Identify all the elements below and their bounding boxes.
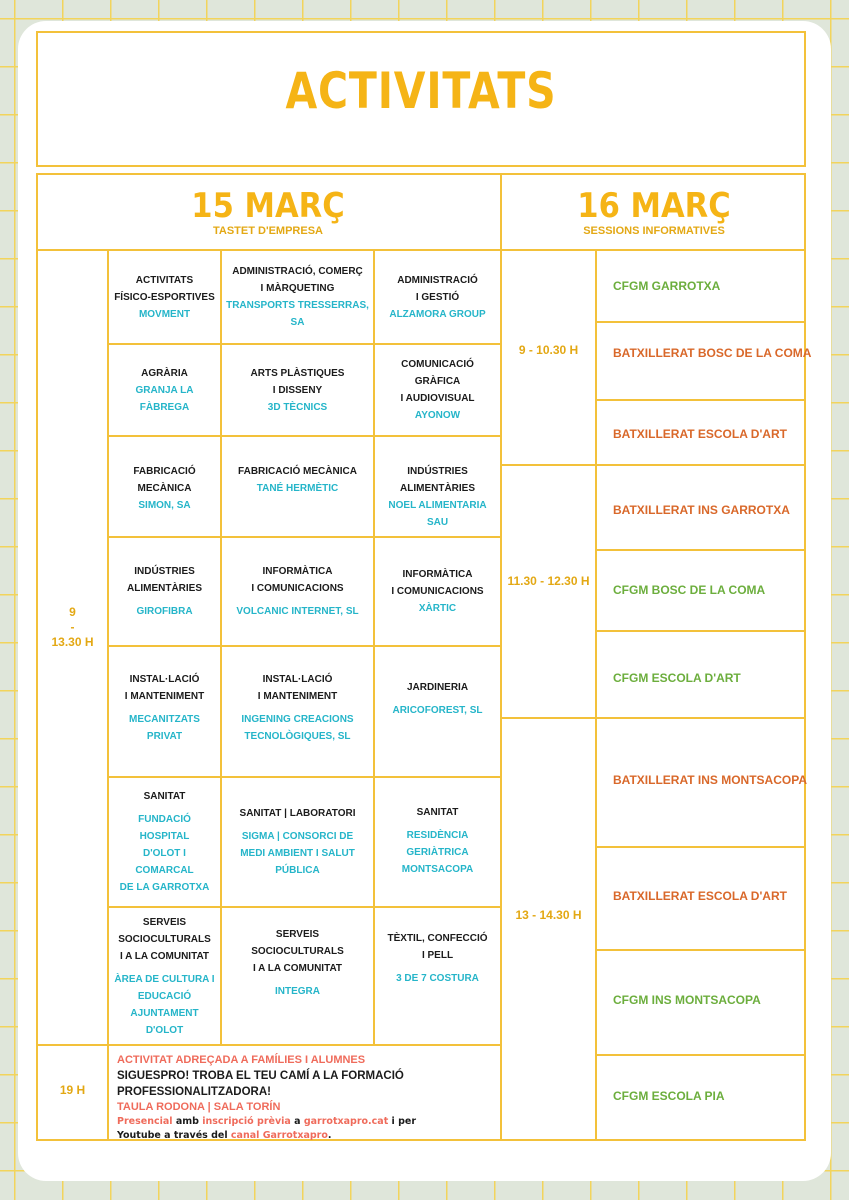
workshop-company: MOVMENT — [138, 308, 191, 320]
workshop-cell — [375, 251, 500, 343]
evening-divider — [36, 1044, 500, 1046]
day1-date: 15 MARÇ — [191, 186, 345, 226]
workshop-cell — [222, 908, 373, 1044]
workshop-category: JARDINERIA — [406, 682, 469, 693]
workshop-cell — [222, 345, 373, 435]
workshop-company: INGENING CREACIONS TECNOLÒGIQUES, SL — [241, 714, 354, 742]
session-item: CFGM ESCOLA D'ART — [613, 671, 741, 685]
website-link[interactable]: garrotxapro.cat — [303, 1116, 389, 1127]
day1-subtitle: TASTET D'EMPRESA — [213, 225, 323, 237]
workshop-category: INSTAL·LACIÓ I MANTENIMENT — [257, 674, 338, 702]
slot-time: 9 - 10.30 H — [518, 343, 579, 357]
workshop-company: XÀRTIC — [418, 603, 457, 614]
workshop-company: TANÉ HERMÈTIC — [256, 483, 339, 494]
workshop-cell — [222, 251, 373, 343]
workshop-category: INDÚSTRIES ALIMENTÀRIES — [127, 566, 202, 594]
session-item: CFGM INS MONTSACOPA — [613, 993, 761, 1007]
workshop-category: TÈXTIL, CONFECCIÓ I PELL — [387, 933, 488, 961]
session-divider — [595, 399, 806, 401]
day2-subtitle: SESSIONS INFORMATIVES — [583, 225, 725, 237]
session-item: BATXILLERAT BOSC DE LA COMA — [613, 346, 812, 360]
workshop-cell — [109, 647, 220, 776]
slot-time: 11.30 - 12.30 H — [507, 574, 590, 588]
workshop-cell — [109, 251, 220, 343]
evening-headline: SIGUESPRO! TROBA EL TEU CAMÍ A LA FORMACIÓ PROFESSIONALITZADORA! — [117, 1070, 404, 1098]
workshop-cell — [222, 647, 373, 776]
workshop-company: MECANITZATS PRIVAT — [129, 714, 200, 742]
workshop-category: INFORMÀTICA I COMUNICACIONS — [251, 566, 344, 594]
evening-details: Presencial amb inscripció prèvia a garrotxapro.cat i per Youtube a través del canal Garrotxapro. — [117, 1116, 417, 1141]
workshop-cell — [222, 778, 373, 906]
workshop-cell — [109, 908, 220, 1044]
workshop-cell — [109, 778, 220, 906]
session-item: BATXILLERAT ESCOLA D'ART — [613, 427, 787, 441]
workshop-category: FABRICACIÓ MECÀNICA — [133, 466, 196, 494]
workshop-category: ADMINISTRACIÓ, COMERÇ I MÀRQUETING — [232, 266, 363, 294]
workshop-company: NOEL ALIMENTARIA SAU — [388, 500, 487, 528]
workshop-category: SANITAT | LABORATORI — [239, 808, 356, 819]
workshop-company: RESIDÈNCIA GERIÀTRICA MONTSACOPA — [401, 830, 474, 875]
workshop-category: ACTIVITATS FÍSICO-ESPORTIVES — [114, 274, 215, 303]
page-title: ACTIVITATS — [285, 62, 557, 120]
workshop-category: SANITAT — [143, 791, 186, 802]
day-divider — [500, 173, 502, 1141]
session-item: CFGM BOSC DE LA COMA — [613, 583, 766, 597]
workshop-company: FUNDACIÓ HOSPITAL D'OLOT I COMARCAL DE LA GARROTXA — [119, 814, 210, 893]
day2-date: 16 MARÇ — [577, 186, 731, 226]
session-divider — [595, 949, 806, 951]
workshop-category: SERVEIS SOCIOCULTURALS I A LA COMUNITAT — [118, 916, 211, 962]
day1-time: 9 - 13.30 H — [51, 605, 94, 649]
evening-audience: ACTIVITAT ADREÇADA A FAMÍLIES I ALUMNES — [117, 1054, 366, 1066]
workshop-company: GIROFIBRA — [136, 606, 193, 617]
evening-time: 19 H — [59, 1083, 86, 1097]
session-divider — [595, 1054, 806, 1056]
workshop-cell — [375, 345, 500, 435]
session-item: BATXILLERAT INS GARROTXA — [613, 503, 790, 517]
workshop-company: INTEGRA — [275, 986, 320, 997]
slot-divider — [500, 464, 806, 466]
workshop-category: SERVEIS SOCIOCULTURALS I A LA COMUNITAT — [251, 929, 344, 974]
workshop-cell — [375, 647, 500, 776]
workshop-category: FABRICACIÓ MECÀNICA — [238, 466, 357, 477]
workshop-cell — [109, 538, 220, 645]
workshop-category: INSTAL·LACIÓ I MANTENIMENT — [124, 674, 205, 702]
session-divider — [595, 846, 806, 848]
workshop-category: ADMINISTRACIÓ I GESTIÓ — [397, 274, 478, 303]
workshop-company: SIGMA | CONSORCI DE MEDI AMBIENT I SALUT PÚBLICA — [240, 831, 355, 876]
workshop-category: SANITAT — [416, 807, 459, 818]
slot-column-divider — [595, 249, 597, 1141]
workshop-cell — [375, 538, 500, 645]
workshop-company: 3 DE 7 COSTURA — [396, 973, 479, 984]
workshop-cell — [109, 437, 220, 536]
workshop-cell — [375, 908, 500, 1044]
session-item: CFGM GARROTXA — [613, 279, 721, 293]
workshop-category: COMUNICACIÓ GRÀFICA I AUDIOVISUAL — [400, 359, 475, 404]
youtube-channel-link[interactable]: canal Garrotxapro — [230, 1130, 328, 1141]
workshop-company: GRANJA LA FÀBREGA — [135, 384, 194, 413]
workshop-company: 3D TÈCNICS — [267, 401, 328, 413]
workshop-company: SIMON, SA — [138, 500, 191, 511]
workshop-cell — [222, 437, 373, 536]
session-item: BATXILLERAT INS MONTSACOPA — [613, 773, 807, 787]
slot-divider — [500, 717, 806, 719]
workshop-cell — [222, 538, 373, 645]
session-divider — [595, 321, 806, 323]
slot-time: 13 - 14.30 H — [515, 908, 582, 922]
workshop-company: ALZAMORA GROUP — [389, 308, 486, 320]
workshop-cell — [375, 778, 500, 906]
workshop-company: ARICOFOREST, SL — [392, 705, 483, 716]
workshop-company: TRANSPORTS TRESSERRAS, SA — [226, 300, 369, 328]
session-divider — [595, 630, 806, 632]
session-item: BATXILLERAT ESCOLA D'ART — [613, 889, 787, 903]
workshop-company: AYONOW — [414, 410, 461, 421]
workshop-company: VOLCANIC INTERNET, SL — [236, 606, 359, 617]
workshop-company: ÀREA DE CULTURA I EDUCACIÓ AJUNTAMENT D'OLOT — [114, 973, 215, 1036]
workshop-category: INFORMÀTICA I COMUNICACIONS — [391, 569, 484, 597]
evening-format: TAULA RODONA | SALA TORÍN — [117, 1101, 281, 1113]
session-item: CFGM ESCOLA PIA — [613, 1089, 725, 1103]
workshop-category: INDÚSTRIES ALIMENTÀRIES — [400, 466, 475, 494]
workshop-cell — [109, 345, 220, 435]
workshop-category: ARTS PLÀSTIQUES I DISSENY — [250, 367, 345, 396]
evening-info — [117, 1053, 497, 1143]
session-divider — [595, 549, 806, 551]
workshop-cell — [375, 437, 500, 536]
workshop-category: AGRÀRIA — [141, 367, 188, 379]
